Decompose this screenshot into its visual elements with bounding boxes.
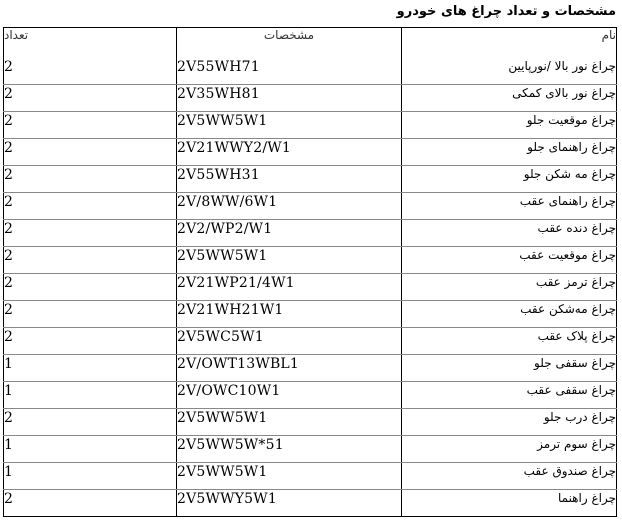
lamp-spec-table: [3, 27, 617, 517]
table-row: [4, 85, 617, 112]
cell-name: چراغ نور بالا /نورپایین: [402, 58, 617, 85]
table-row: [4, 112, 617, 139]
cell-spec: 2V/8WW/6W1: [177, 193, 402, 220]
table-row: [4, 139, 617, 166]
cell-count: 2: [4, 328, 177, 355]
cell-count: 2: [4, 166, 177, 193]
cell-spec: 2V21WP21/4W1: [177, 274, 402, 301]
cell-count: 1: [4, 355, 177, 382]
table-row: [4, 463, 617, 490]
table-row: [4, 247, 617, 274]
cell-name: چراغ راهنما: [402, 490, 617, 517]
table-row: [4, 355, 617, 382]
cell-name: چراغ سوم ترمز: [402, 436, 617, 463]
table-row: [4, 193, 617, 220]
table-row: [4, 58, 617, 85]
table-row: [4, 220, 617, 247]
table-row: [4, 274, 617, 301]
cell-count: 1: [4, 382, 177, 409]
header-count: تعداد: [4, 28, 177, 59]
header-spec: مشخصات: [177, 28, 402, 59]
cell-name: چراغ سقفی جلو: [402, 355, 617, 382]
cell-name: چراغ مه شکن جلو: [402, 166, 617, 193]
cell-spec: 2V5WC5W1: [177, 328, 402, 355]
cell-name: چراغ صندوق عقب: [402, 463, 617, 490]
cell-count: 2: [4, 274, 177, 301]
table-row: [4, 409, 617, 436]
cell-spec: 2V5WW5W1: [177, 463, 402, 490]
cell-spec: 2V35WH81: [177, 85, 402, 112]
cell-name: چراغ پلاک عقب: [402, 328, 617, 355]
cell-name: چراغ ترمز عقب: [402, 274, 617, 301]
cell-name: چراغ موقعیت عقب: [402, 247, 617, 274]
cell-spec: 2V5WWY5W1: [177, 490, 402, 517]
header-name: نام: [402, 28, 617, 59]
cell-name: چراغ درب جلو: [402, 409, 617, 436]
cell-name: چراغ راهنمای عقب: [402, 193, 617, 220]
cell-count: 2: [4, 409, 177, 436]
cell-spec: 2V21WH21W1: [177, 301, 402, 328]
cell-spec: 2V2/WP2/W1: [177, 220, 402, 247]
cell-count: 2: [4, 139, 177, 166]
cell-spec: 2V21WWY2/W1: [177, 139, 402, 166]
table-row: [4, 301, 617, 328]
cell-count: 2: [4, 85, 177, 112]
cell-count: 1: [4, 436, 177, 463]
cell-count: 2: [4, 193, 177, 220]
cell-spec: 2V/OWC10W1: [177, 382, 402, 409]
cell-count: 1: [4, 463, 177, 490]
table-row: [4, 328, 617, 355]
cell-spec: 2V/OWT13WBL1: [177, 355, 402, 382]
cell-name: چراغ دنده عقب: [402, 220, 617, 247]
cell-name: چراغ مه‌شکن عقب: [402, 301, 617, 328]
cell-count: 2: [4, 220, 177, 247]
cell-count: 2: [4, 112, 177, 139]
cell-spec: 2V5WW5W1: [177, 247, 402, 274]
cell-count: 2: [4, 490, 177, 517]
cell-spec: 2V5WW5W1: [177, 112, 402, 139]
cell-spec: 2V55WH31: [177, 166, 402, 193]
table-row: [4, 436, 617, 463]
cell-name: چراغ راهنمای جلو: [402, 139, 617, 166]
cell-count: 2: [4, 247, 177, 274]
cell-count: 2: [4, 301, 177, 328]
cell-name: چراغ سقفی عقب: [402, 382, 617, 409]
cell-count: 2: [4, 58, 177, 85]
cell-name: چراغ موقعیت جلو: [402, 112, 617, 139]
cell-name: چراغ نور بالای کمکی: [402, 85, 617, 112]
table-header-row: [4, 28, 617, 59]
cell-spec: 2V5WW5W*51: [177, 436, 402, 463]
cell-spec: 2V55WH71: [177, 58, 402, 85]
table-row: [4, 382, 617, 409]
table-row: [4, 490, 617, 517]
table-row: [4, 166, 617, 193]
document-title: مشخصات و تعداد چراغ های خودرو: [396, 4, 616, 19]
cell-spec: 2V5WW5W1: [177, 409, 402, 436]
